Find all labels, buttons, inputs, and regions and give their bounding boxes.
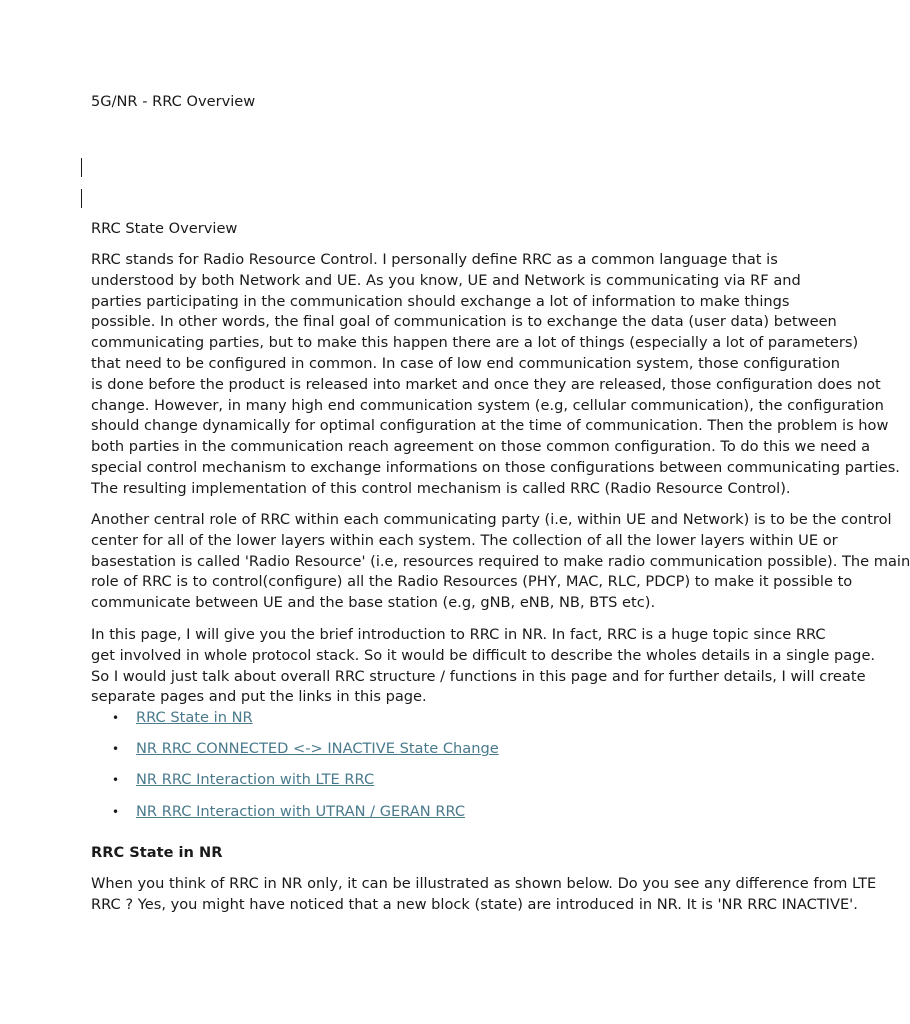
paragraph-line: should change dynamically for optimal configuration at the time of communication. Then the problem is how	[91, 417, 889, 435]
paragraph-line: possible. In other words, the final goal of communication is to exchange the data (user data) between	[91, 313, 837, 331]
paragraph-line: get involved in whole protocol stack. So it would be difficult to describe the wholes details in a single page.	[91, 646, 876, 664]
paragraph-line: parties participating in the communication should exchange a lot of information to make things	[91, 292, 790, 310]
toc-link-connected-inactive-change[interactable]: NR RRC CONNECTED <-> INACTIVE State Change	[136, 740, 499, 758]
toc-item	[91, 708, 499, 739]
paragraph-rrc-control-role	[91, 510, 910, 614]
paragraph-line: both parties in the communication reach agreement on those common configuration. To do this we need a	[91, 438, 871, 456]
text-cursor-mark	[81, 189, 82, 208]
toc-item	[91, 739, 499, 770]
paragraph-line: center for all of the lower layers within each system. The collection of all the lower layers within UE or	[91, 531, 838, 549]
bullet-icon: •	[112, 804, 120, 819]
bullet-icon: •	[112, 742, 120, 757]
toc-link-rrc-state-in-nr[interactable]: RRC State in NR	[136, 709, 253, 726]
paragraph-line: that need to be configured in common. In case of low end communication system, those configuration	[91, 354, 841, 372]
paragraph-line: Another central role of RRC within each communicating party (i.e, within UE and Network) is to be the control	[91, 511, 892, 528]
toc-link-interaction-lte-rrc[interactable]: NR RRC Interaction with LTE RRC	[136, 771, 375, 789]
bullet-icon: •	[112, 711, 120, 725]
paragraph-line: is done before the product is released into market and once they are released, those configuration does not	[91, 375, 881, 393]
paragraph-line: RRC stands for Radio Resource Control. I personally define RRC as a common language that is	[91, 251, 778, 268]
heading-rrc-state-in-nr: RRC State in NR	[91, 844, 223, 861]
paragraph-line: In this page, I will give you the brief introduction to RRC in NR. In fact, RRC is a huge topic since RRC	[91, 626, 826, 643]
paragraph-line: communicating parties, but to make this happen there are a lot of things (especially a lot of parameters)	[91, 334, 859, 352]
bullet-icon: •	[112, 773, 120, 788]
text-cursor-mark	[81, 158, 82, 177]
paragraph-line: When you think of RRC in NR only, it can be illustrated as shown below. Do you see any difference from LTE	[91, 875, 877, 892]
table-of-contents	[91, 708, 499, 833]
paragraph-line: separate pages and put the links in this page.	[91, 688, 427, 706]
paragraph-line: The resulting implementation of this control mechanism is called RRC (Radio Resource Control).	[91, 479, 791, 497]
paragraph-line: RRC ? Yes, you might have noticed that a new block (state) are introduced in NR. It is 'NR RRC INACTIVE'.	[91, 895, 858, 913]
paragraph-line: understood by both Network and UE. As you know, UE and Network is communicating via RF and	[91, 271, 801, 289]
paragraph-rrc-state-intro	[91, 874, 876, 916]
page-title: 5G/NR - RRC Overview	[91, 93, 256, 110]
toc-item	[91, 770, 499, 801]
section-label-rrc-state-overview: RRC State Overview	[91, 220, 238, 237]
document-content	[91, 92, 910, 913]
toc-item	[91, 802, 499, 833]
paragraph-page-intro	[91, 625, 875, 708]
paragraph-rrc-definition	[91, 250, 900, 500]
paragraph-line: change. However, in many high end communication system (e.g, cellular communication), the configuration	[91, 396, 884, 414]
toc-link-interaction-utran-geran[interactable]: NR RRC Interaction with UTRAN / GERAN RRC	[136, 802, 466, 820]
paragraph-line: basestation is called 'Radio Resource' (i.e, resources required to make radio communication possible). The main	[91, 552, 910, 570]
paragraph-line: communicate between UE and the base station (e.g, gNB, eNB, NB, BTS etc).	[91, 594, 656, 612]
paragraph-line: So I would just talk about overall RRC structure / functions in this page and for further details, I will create	[91, 667, 866, 685]
paragraph-line: role of RRC is to control(configure) all the Radio Resources (PHY, MAC, RLC, PDCP) to make it possible to	[91, 573, 853, 591]
paragraph-line: special control mechanism to exchange informations on those configurations between communicating parties.	[91, 458, 900, 476]
